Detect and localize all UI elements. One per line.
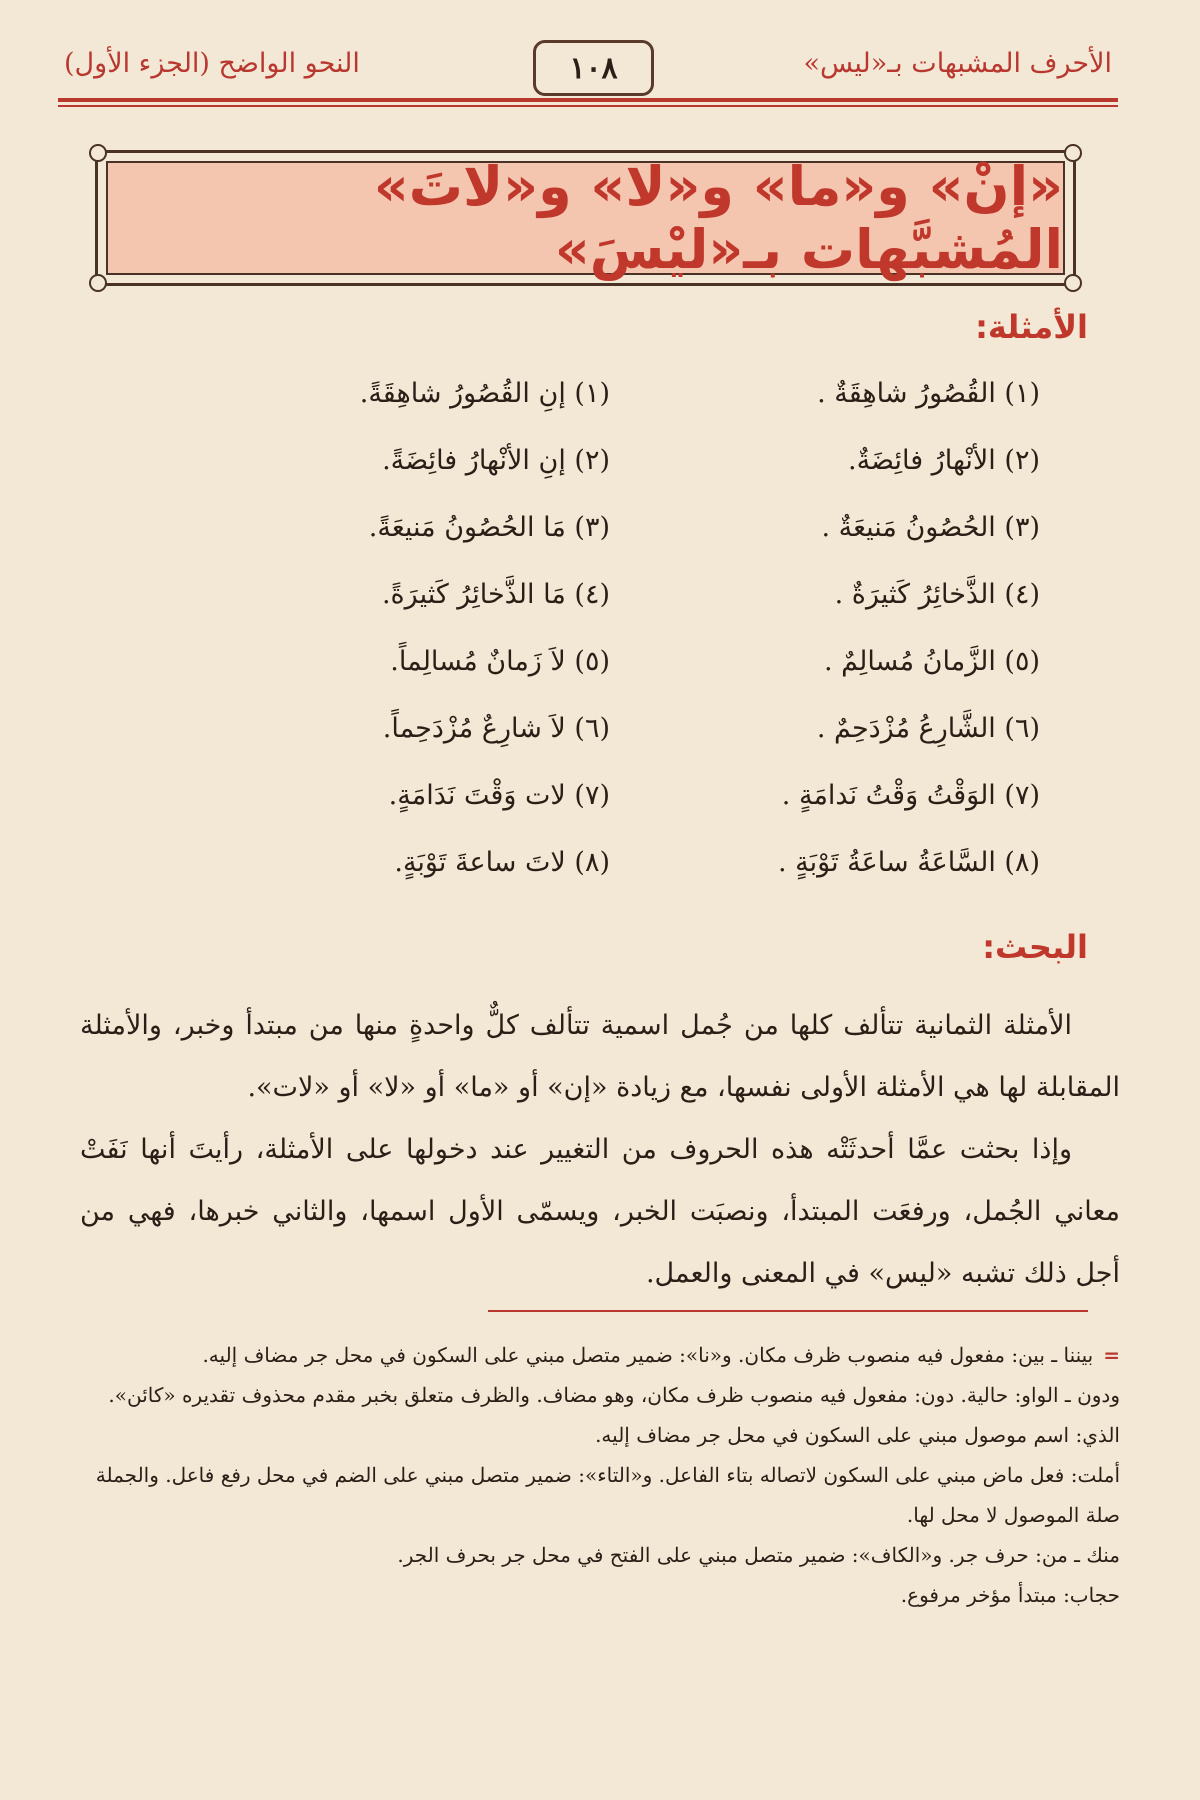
running-title-right: الأحرف المشبهات بـ«ليس» xyxy=(803,48,1112,79)
example-row xyxy=(0,713,1200,773)
page-header xyxy=(58,40,1118,102)
lesson-title: «إنْ» و«ما» و«لا» و«لاتَ» المُشبَّهات بـ«ليْسَ» xyxy=(373,155,1063,281)
frame-corner-ornament xyxy=(1064,274,1082,292)
example-plain: (٧) الوَقْتُ وَقْتُ نَدامَةٍ . xyxy=(781,780,1040,811)
footnote-line: حجاب: مبتدأ مؤخر مرفوع. xyxy=(900,1583,1120,1607)
footnote-separator xyxy=(488,1310,1088,1312)
lesson-title-panel xyxy=(106,155,1065,281)
example-row xyxy=(0,579,1200,639)
footnotes xyxy=(80,1335,1120,1615)
example-row xyxy=(0,378,1200,438)
example-plain: (٣) الحُصُونُ مَنيعَةٌ . xyxy=(821,512,1040,543)
example-with-particle: (٣) مَا الحُصُونُ مَنيعَةً. xyxy=(368,512,610,543)
frame-corner-ornament xyxy=(89,144,107,162)
footnote-line: أملت: فعل ماض مبني على السكون لاتصاله بتاء الفاعل. و«التاء»: ضمير متصل مبني على الضم في محل رفع فاعل. والجملة صلة الموصول لا محل لها. xyxy=(95,1463,1120,1527)
example-plain: (١) القُصُورُ شاهِقَةٌ . xyxy=(817,378,1040,409)
example-plain: (٤) الذَّخائِرُ كَثيرَةٌ . xyxy=(834,579,1040,610)
example-plain: (٨) السَّاعَةُ ساعَةُ تَوْبَةٍ . xyxy=(777,847,1040,878)
example-row xyxy=(0,780,1200,840)
example-row xyxy=(0,646,1200,706)
example-with-particle: (١) إنِ القُصُورُ شاهِقَةً. xyxy=(359,378,610,409)
example-plain: (٢) الأنْهارُ فائِضَةٌ. xyxy=(847,445,1040,476)
header-rule-thin xyxy=(58,105,1118,107)
example-row xyxy=(0,445,1200,505)
example-with-particle: (٧) لات وَقْتَ نَدَامَةٍ. xyxy=(388,780,610,811)
frame-corner-ornament xyxy=(1064,144,1082,162)
example-with-particle: (٥) لاَ زَمانٌ مُسالِماً. xyxy=(390,646,610,677)
page-number: ١٠٨ xyxy=(533,40,654,96)
footnote-line: =بيننا ـ بين: مفعول فيه منصوب ظرف مكان. و«نا»: ضمير متصل مبني على السكون في محل جر مضاف إليه. xyxy=(202,1343,1120,1367)
footnote-line: الذي: اسم موصول مبني على السكون في محل جر مضاف إليه. xyxy=(595,1423,1120,1447)
example-with-particle: (٤) مَا الذَّخائِرُ كَثيرَةً. xyxy=(381,579,610,610)
discussion-body xyxy=(80,995,1120,1305)
footnote-line: منك ـ من: حرف جر. و«الكاف»: ضمير متصل مبني على الفتح في محل جر بحرف الجر. xyxy=(397,1543,1120,1567)
lesson-title-frame xyxy=(95,150,1076,286)
example-with-particle: (٨) لاتَ ساعةَ تَوْبَةٍ. xyxy=(394,847,610,878)
discussion-heading: البحث: xyxy=(982,928,1088,966)
footnote-line: ودون ـ الواو: حالية. دون: مفعول فيه منصوب ظرف مكان، وهو مضاف. والظرف متعلق بخبر مقدم محذوف تقديره «كائن». xyxy=(108,1383,1120,1407)
example-row xyxy=(0,847,1200,907)
footnote-continuation-marker: = xyxy=(1103,1343,1120,1367)
frame-corner-ornament xyxy=(89,274,107,292)
running-title-left: النحو الواضح (الجزء الأول) xyxy=(64,48,360,79)
example-with-particle: (٦) لاَ شارِعٌ مُزْدَحِماً. xyxy=(382,713,610,744)
discussion-paragraph: الأمثلة الثمانية تتألف كلها من جُمل اسمية تتألف كلٌّ واحدةٍ منها من مبتدأ وخبر، والأمثلة المقابلة لها هي الأمثلة الأولى نفسها، مع زيادة «إن» أو «ما» أو «لا» أو «لات». xyxy=(80,1010,1120,1103)
discussion-paragraph: وإذا بحثت عمَّا أحدثَتْه هذه الحروف من التغيير عند دخولها على الأمثلة، رأيتَ أنها نَفَتْ معاني الجُمل، ورفعَت المبتدأ، ونصبَت الخبر، ويسمّى الأول اسمها، والثاني خبرها، فهي من أجل ذلك تشبه «ليس» في المعنى والعمل. xyxy=(80,1134,1120,1289)
example-row xyxy=(0,512,1200,572)
examples-heading: الأمثلة: xyxy=(975,308,1088,346)
example-with-particle: (٢) إنِ الأنْهارُ فائِضَةً. xyxy=(382,445,610,476)
example-plain: (٥) الزَّمانُ مُسالِمٌ . xyxy=(823,646,1040,677)
example-plain: (٦) الشَّارِعُ مُزْدَحِمٌ . xyxy=(816,713,1040,744)
header-rule xyxy=(58,98,1118,102)
